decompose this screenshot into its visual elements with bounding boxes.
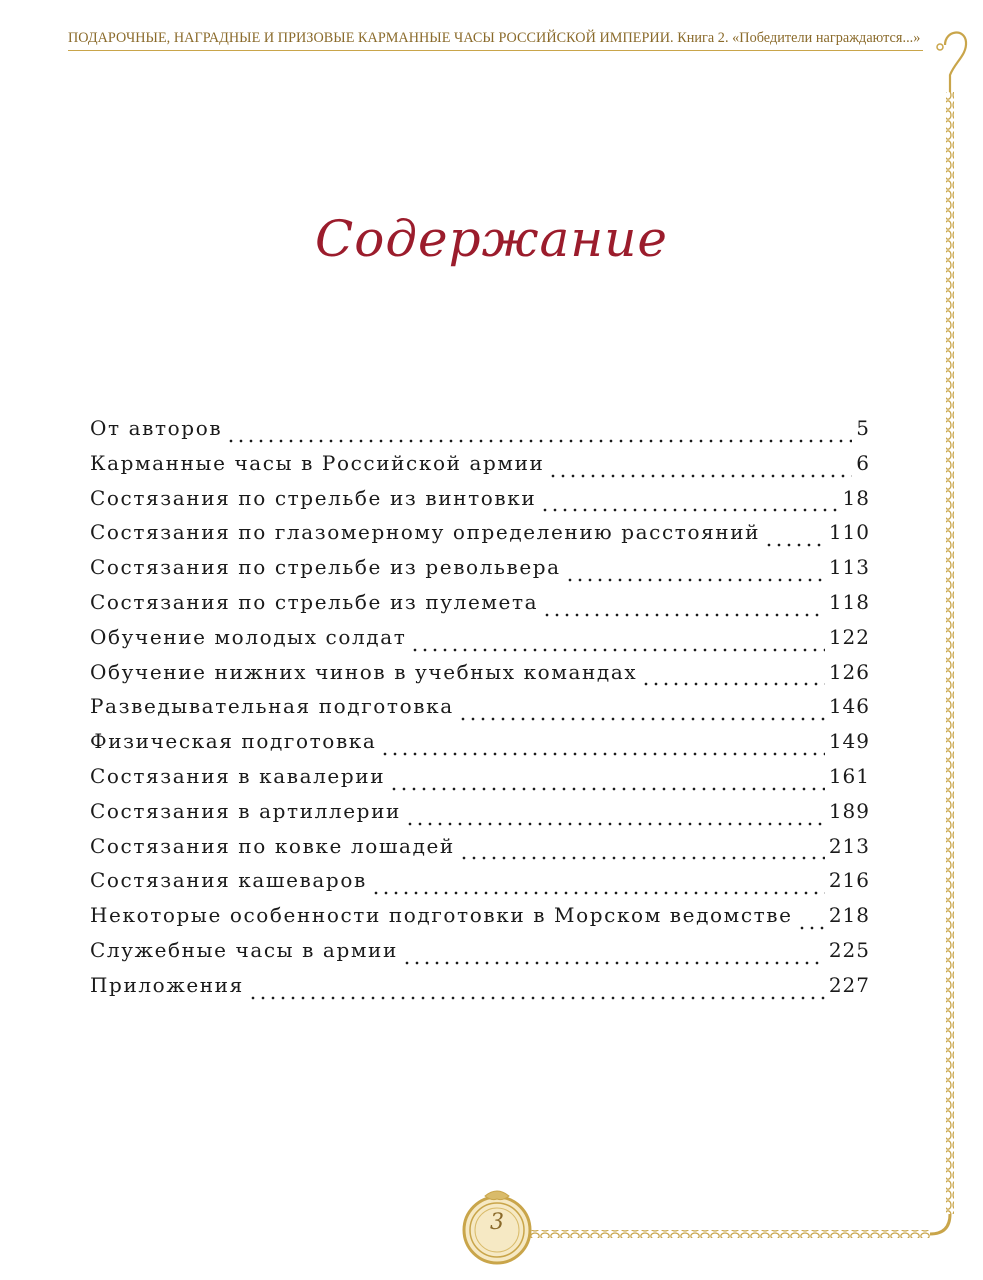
- toc-entry-title: Обучение нижних чинов в учебных командах: [90, 659, 638, 684]
- toc-leader-dots: [458, 717, 825, 721]
- toc-entry-title: Состязания по стрельбе из револьвера: [90, 555, 561, 580]
- toc-entry-title: Состязания кашеваров: [90, 868, 367, 893]
- toc-entry-page: 122: [828, 624, 870, 649]
- toc-entry: [90, 764, 870, 799]
- toc-entry-title: Разведывательная подготовка: [90, 694, 454, 719]
- toc-entry: [90, 903, 870, 938]
- toc-entry-title: Состязания по ковке лошадей: [90, 833, 455, 858]
- toc-leader-dots: [371, 891, 825, 895]
- toc-entry-page: 161: [828, 763, 870, 788]
- toc-entry: [90, 416, 870, 451]
- toc-entry-page: 5: [856, 416, 870, 440]
- toc-entry-title: Состязания в кавалерии: [90, 763, 386, 788]
- toc-entry-page: 218: [828, 903, 870, 928]
- toc-leader-dots: [459, 856, 825, 860]
- toc-leader-dots: [248, 996, 825, 1000]
- toc-leader-dots: [548, 474, 852, 478]
- toc-entry-page: 126: [828, 659, 870, 684]
- toc-leader-dots: [764, 543, 825, 547]
- toc-leader-dots: [410, 648, 824, 652]
- toc-leader-dots: [402, 961, 825, 965]
- toc-entry-title: Состязания по глазомерному определению расстояний: [90, 520, 761, 545]
- toc-entry-title: Состязания в артиллерии: [90, 798, 401, 823]
- chain-hook: [945, 33, 966, 92]
- toc-entry-page: 18: [842, 485, 870, 510]
- chain-horizontal: [522, 1230, 930, 1238]
- toc-entry-page: 118: [828, 589, 870, 614]
- toc-entry: [90, 729, 870, 764]
- toc-entry-title: Состязания по стрельбе из винтовки: [90, 485, 537, 510]
- toc-entry-page: 113: [828, 555, 870, 580]
- toc-entry-title: От авторов: [90, 416, 223, 440]
- page-number: 3: [490, 1210, 504, 1235]
- toc-entry: [90, 520, 870, 555]
- toc-entry-page: 227: [828, 972, 870, 997]
- toc-leader-dots: [405, 822, 825, 826]
- toc-entry-title: Состязания по стрельбе из пулемета: [90, 589, 539, 614]
- toc-leader-dots: [540, 508, 838, 512]
- toc-entry: [90, 625, 870, 660]
- toc-entry-page: 216: [828, 868, 870, 893]
- toc-leader-dots: [641, 682, 825, 686]
- page-title: Содержание: [314, 210, 669, 268]
- toc-entry-title: Физическая подготовка: [90, 729, 377, 754]
- toc-entry-page: 6: [856, 450, 870, 475]
- toc-entry-page: 146: [828, 694, 870, 719]
- toc-entry-title: Служебные часы в армии: [90, 937, 398, 962]
- toc-entry: [90, 973, 870, 1008]
- toc-entry-title: Некоторые особенности подготовки в Морском ведомстве: [90, 903, 793, 928]
- toc-entry-title: Приложения: [90, 972, 244, 997]
- toc-entry: [90, 660, 870, 695]
- toc-entry: [90, 694, 870, 729]
- toc-entry: [90, 868, 870, 903]
- toc-leader-dots: [380, 752, 824, 756]
- toc-entry-title: Обучение молодых солдат: [90, 624, 407, 649]
- toc-leader-dots: [226, 439, 852, 443]
- table-of-contents: [90, 416, 870, 1008]
- toc-leader-dots: [542, 613, 825, 617]
- toc-entry: [90, 938, 870, 973]
- toc-entry-page: 225: [828, 937, 870, 962]
- toc-entry: [90, 555, 870, 590]
- toc-entry: [90, 834, 870, 869]
- toc-leader-dots: [797, 926, 825, 930]
- running-header: ПОДАРОЧНЫЕ, НАГРАДНЫЕ И ПРИЗОВЫЕ КАРМАННЫЕ ЧАСЫ РОССИЙСКОЙ ИМПЕРИИ. Книга 2. «Победители награждаются...»: [68, 30, 921, 46]
- toc-entry-title: Карманные часы в Российской армии: [90, 450, 545, 475]
- toc-entry-page: 149: [828, 729, 870, 754]
- toc-entry-page: 110: [828, 520, 870, 545]
- toc-leader-dots: [565, 578, 825, 582]
- toc-entry-page: 213: [828, 833, 870, 858]
- toc-entry: [90, 451, 870, 486]
- toc-entry: [90, 799, 870, 834]
- toc-leader-dots: [389, 787, 825, 791]
- toc-entry-page: 189: [828, 798, 870, 823]
- toc-entry: [90, 590, 870, 625]
- toc-entry: [90, 486, 870, 521]
